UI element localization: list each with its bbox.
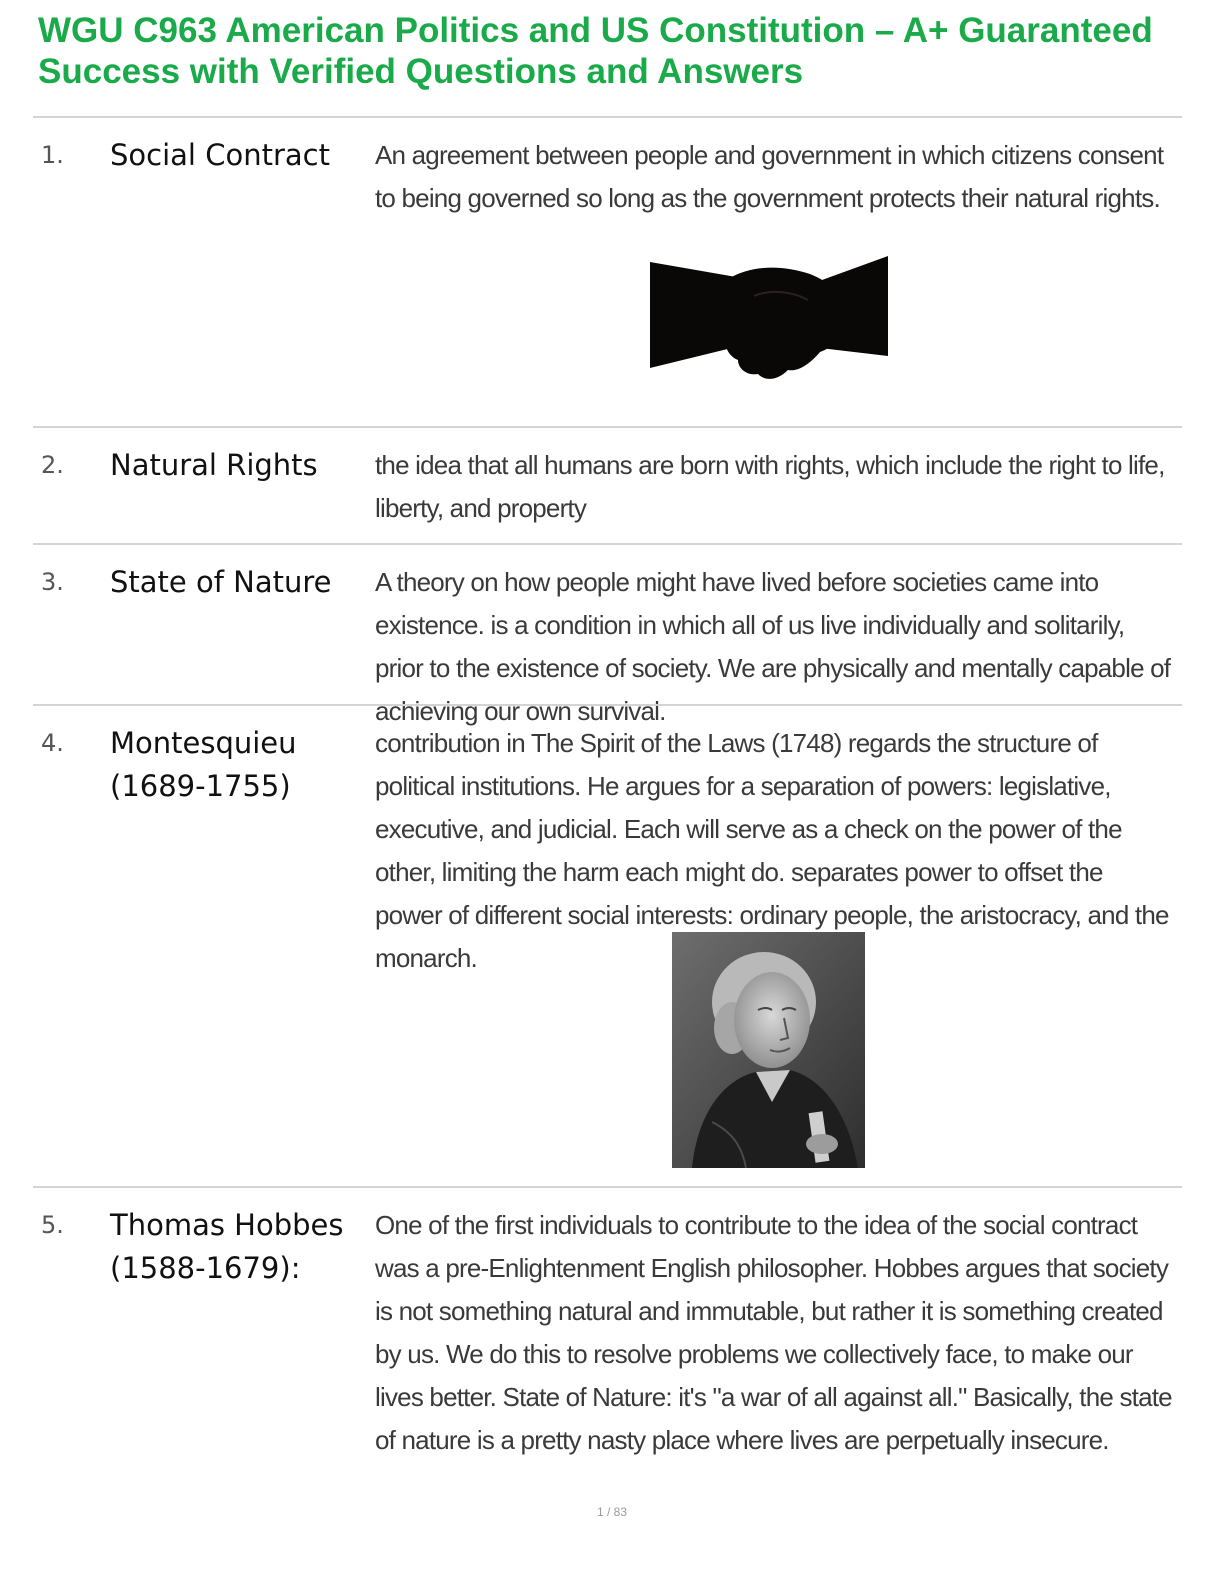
entry-term: State of Nature bbox=[110, 565, 332, 599]
flashcard-entry bbox=[33, 543, 1182, 726]
flashcard-entry bbox=[33, 426, 1182, 545]
entry-definition: A theory on how people might have lived before societies came into existence. is a condition in which all of us live individually and solitarily, prior to the existence of society. We are physically and mentally capable of achieving our own survival. bbox=[375, 567, 1171, 726]
entry-number: 1. bbox=[41, 141, 64, 169]
flashcard-entry bbox=[33, 704, 1182, 1188]
entry-term: Montesquieu (1689-1755) bbox=[110, 726, 297, 803]
entry-definition: One of the first individuals to contribute to the idea of the social contract was a pre-Enlightenment English philosopher. Hobbes argues that society is not something natural and immutable, but rather it is something created by us. We do this to resolve problems we collectively face, to make our lives better. State of Nature: it's "a war of all against all." Basically, the state of nature is a pretty nasty place where lives are perpetually insecure. bbox=[375, 1210, 1172, 1455]
entry-term: Social Contract bbox=[110, 138, 330, 172]
montesquieu-portrait-image bbox=[672, 932, 865, 1168]
entry-number: 5. bbox=[41, 1211, 64, 1239]
entry-term: Natural Rights bbox=[110, 448, 318, 482]
entry-definition: An agreement between people and government in which citizens consent to being governed so long as the government protects their natural rights. bbox=[375, 140, 1164, 213]
entry-term: Thomas Hobbes (1588-1679): bbox=[110, 1208, 344, 1285]
entry-number: 2. bbox=[41, 451, 64, 479]
entry-definition: contribution in The Spirit of the Laws (1748) regards the structure of political institutions. He argues for a separation of powers: legislative, executive, and judicial. Each will serve as a check on the power of the other, limiting the harm each might do. separates power to offset the power of different social interests: ordinary people, the aristocracy, and the monarch. bbox=[375, 728, 1169, 973]
entry-number: 4. bbox=[41, 729, 64, 757]
handshake-image bbox=[650, 256, 888, 384]
flashcard-entry bbox=[33, 116, 1182, 428]
document-title: WGU C963 American Politics and US Constitution – A+ Guaranteed Success with Verified Questions and Answers bbox=[38, 11, 1153, 91]
flashcard-entry bbox=[33, 1186, 1182, 1478]
page-number: 1 / 83 bbox=[596, 1505, 628, 1519]
entry-number: 3. bbox=[41, 568, 64, 596]
entry-definition: the idea that all humans are born with rights, which include the right to life, liberty, and property bbox=[375, 450, 1165, 523]
